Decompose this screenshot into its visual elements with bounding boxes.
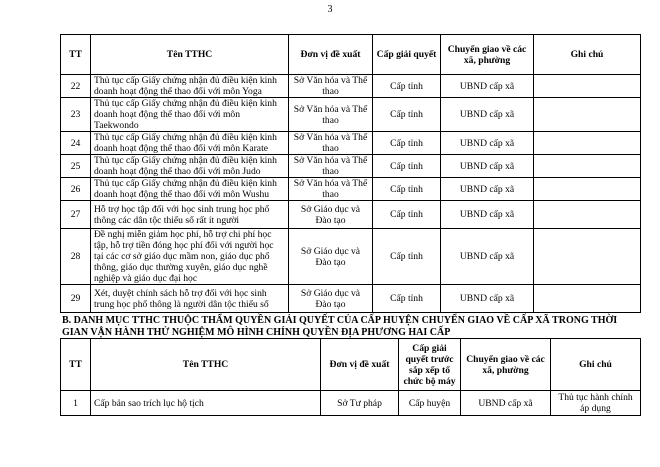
cell-unit: Sở Văn hóa và Thể thao	[289, 155, 373, 178]
cell-name: Thủ tục cấp Giấy chứng nhận đủ điều kiện kinh doanh hoạt động thể thao đối với môn Wushu	[91, 178, 289, 201]
header-name: Tên TTHC	[91, 35, 289, 75]
cell-unit: Sở Giáo dục và Đào tạo	[289, 201, 373, 229]
table-row	[61, 391, 641, 416]
cell-unit: Sở Tư pháp	[321, 391, 399, 416]
cell-transfer: UBND cấp xã	[441, 178, 534, 201]
cell-name: Thủ tục cấp Giấy chứng nhận đủ điều kiện kinh doanh hoạt động thể thao đối với môn Taekwondo	[91, 98, 289, 132]
cell-tt: 23	[61, 98, 91, 132]
cell-tt: 28	[61, 229, 91, 285]
cell-unit: Sở Giáo dục và Đào tạo	[289, 229, 373, 285]
cell-transfer: UBND cấp xã	[441, 201, 534, 229]
cell-note	[534, 98, 641, 132]
cell-note: Thủ tục hành chính áp dụng	[551, 391, 641, 416]
cell-name: Cấp bản sao trích lục hộ tịch	[91, 391, 321, 416]
cell-transfer: UBND cấp xã	[441, 285, 534, 313]
cell-tt: 27	[61, 201, 91, 229]
section-b-heading: B. DANH MỤC TTHC THUỘC THẨM QUYỀN GIẢI QUYẾT CỦA CẤP HUYỆN CHUYỂN GIAO VỀ CẤP XÃ TRONG THỜI GIAN VẬN HÀNH THỬ NGHIỆM MÔ HÌNH CHÍNH QUYỀN ĐỊA PHƯƠNG HAI CẤP	[62, 315, 618, 338]
cell-tt: 26	[61, 178, 91, 201]
table-row	[61, 75, 641, 98]
cell-transfer: UBND cấp xã	[441, 155, 534, 178]
table-header-row	[61, 35, 641, 75]
header-tt: TT	[61, 35, 91, 75]
page-number: 3	[327, 4, 333, 15]
cell-unit: Sở Giáo dục và Đào tạo	[289, 285, 373, 313]
header-transfer: Chuyển giao về các xã, phường	[461, 339, 551, 391]
cell-note	[534, 75, 641, 98]
cell-unit: Sở Văn hóa và Thể thao	[289, 132, 373, 155]
cell-name: Hỗ trợ học tập đối với học sinh trung học phổ thông các dân tộc thiểu số rất ít người	[91, 201, 289, 229]
procedures-table-b	[60, 338, 641, 416]
cell-unit: Sở Văn hóa và Thể thao	[289, 98, 373, 132]
cell-unit: Sở Văn hóa và Thể thao	[289, 75, 373, 98]
cell-level: Cấp tỉnh	[373, 132, 441, 155]
cell-note	[534, 178, 641, 201]
table-row	[61, 98, 641, 132]
cell-transfer: UBND cấp xã	[461, 391, 551, 416]
table-row	[61, 132, 641, 155]
cell-tt: 22	[61, 75, 91, 98]
table-row	[61, 229, 641, 285]
header-unit: Đơn vị đề xuất	[289, 35, 373, 75]
cell-level: Cấp tỉnh	[373, 155, 441, 178]
header-note: Ghi chú	[551, 339, 641, 391]
cell-level: Cấp tỉnh	[373, 229, 441, 285]
table-row	[61, 155, 641, 178]
table-row	[61, 285, 641, 313]
cell-tt: 24	[61, 132, 91, 155]
cell-note	[534, 229, 641, 285]
cell-level: Cấp tỉnh	[373, 201, 441, 229]
header-note: Ghi chú	[534, 35, 641, 75]
cell-name: Thủ tục cấp Giấy chứng nhận đủ điều kiện kinh doanh hoạt động thể thao đối với môn Judo	[91, 155, 289, 178]
cell-note	[534, 155, 641, 178]
header-transfer: Chuyển giao về các xã, phường	[441, 35, 534, 75]
table-row	[61, 178, 641, 201]
header-unit: Đơn vị đề xuất	[321, 339, 399, 391]
procedures-table-a	[60, 34, 641, 313]
cell-note	[534, 132, 641, 155]
cell-level: Cấp tỉnh	[373, 285, 441, 313]
cell-unit: Sở Văn hóa và Thể thao	[289, 178, 373, 201]
header-tt: TT	[61, 339, 91, 391]
cell-name: Xét, duyệt chính sách hỗ trợ đối với học sinh trung học phổ thông là người dân tộc thiểu số	[91, 285, 289, 313]
cell-level: Cấp tỉnh	[373, 75, 441, 98]
cell-level: Cấp tỉnh	[373, 98, 441, 132]
cell-note	[534, 201, 641, 229]
cell-note	[534, 285, 641, 313]
cell-name: Thủ tục cấp Giấy chứng nhận đủ điều kiện kinh doanh hoạt động thể thao đối với môn Karate	[91, 132, 289, 155]
cell-transfer: UBND cấp xã	[441, 229, 534, 285]
header-level: Cấp giải quyết	[373, 35, 441, 75]
cell-level: Cấp tỉnh	[373, 178, 441, 201]
cell-name: Đề nghị miễn giảm học phí, hỗ trợ chi phí học tập, hỗ trợ tiền đóng học phí đối với người học tại các cơ sở giáo dục mầm non, giáo dục phổ thông, giáo dục thường xuyên, giáo dục nghề nghiệp và giáo dục đại học	[91, 229, 289, 285]
cell-level: Cấp huyện	[399, 391, 461, 416]
cell-name: Thủ tục cấp Giấy chứng nhận đủ điều kiện kinh doanh hoạt động thể thao đối với môn Yoga	[91, 75, 289, 98]
header-name: Tên TTHC	[91, 339, 321, 391]
cell-tt: 29	[61, 285, 91, 313]
table-header-row	[61, 339, 641, 391]
cell-tt: 25	[61, 155, 91, 178]
cell-transfer: UBND cấp xã	[441, 132, 534, 155]
table-row	[61, 201, 641, 229]
cell-tt: 1	[61, 391, 91, 416]
cell-transfer: UBND cấp xã	[441, 98, 534, 132]
header-level: Cấp giải quyết trước sắp xếp tổ chức bộ máy	[399, 339, 461, 391]
cell-transfer: UBND cấp xã	[441, 75, 534, 98]
